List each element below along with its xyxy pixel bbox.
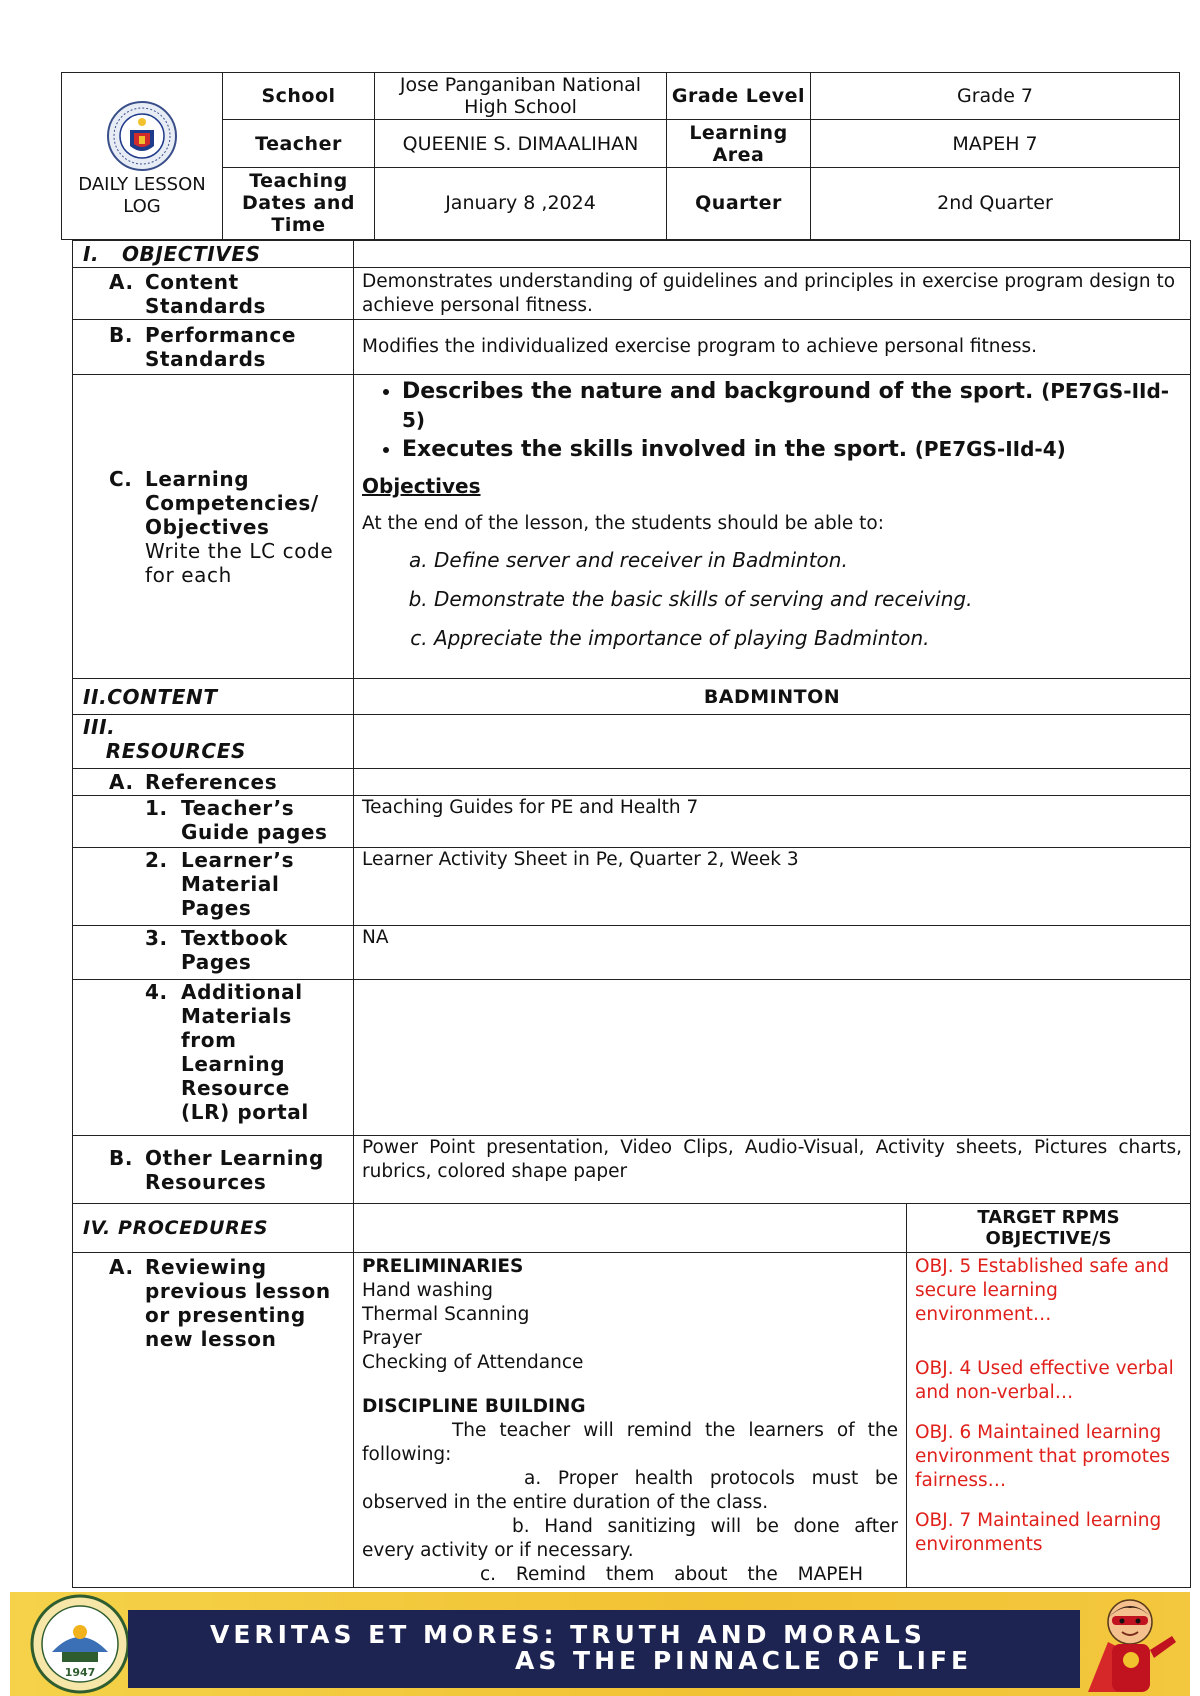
additional-materials-label: [73, 980, 354, 1136]
resources-heading-blank: [354, 715, 1191, 769]
target-objective: OBJ. 7 Maintained learning environments: [915, 1510, 1162, 1555]
reviewing-lesson-label: [73, 1253, 354, 1588]
content-standards-value: Demonstrates understanding of guidelines and principles in exercise program design to achieve personal fitness.: [354, 268, 1191, 320]
learner-material-value: Learner Activity Sheet in Pe, Quarter 2, Week 3: [354, 848, 1191, 926]
lesson-table: [72, 240, 1191, 1588]
textbook-value: NA: [354, 926, 1191, 980]
school-value: Jose Panganiban National High School: [375, 73, 667, 120]
additional-materials-label-text: Additional Materials from Learning Resource (LR) portal: [181, 980, 309, 1124]
banner-motto: [210, 1622, 1070, 1674]
preliminary-item: Checking of Attendance: [362, 1352, 584, 1373]
objective-item: c. Appreciate the importance of playing Badminton.: [434, 625, 1182, 651]
teacher-guide-value: Teaching Guides for PE and Health 7: [354, 796, 1191, 848]
competency-code: (PE7GS-IId-5): [402, 379, 1170, 432]
competency-list: [362, 377, 1182, 464]
quarter-label: Quarter: [667, 167, 811, 239]
target-rpms-header: TARGET RPMS OBJECTIVE/S: [907, 1204, 1191, 1253]
learner-material-marker: 2.: [145, 848, 168, 872]
objectives-intro: At the end of the lesson, the students should be able to:: [362, 513, 884, 534]
textbook-marker: 3.: [145, 926, 168, 950]
other-resources-label-text: Other Learning Resources: [145, 1145, 324, 1194]
resources-heading: [73, 715, 354, 769]
teacher-guide-label-text: Teacher’s Guide pages: [181, 796, 328, 844]
objective-item: b. Demonstrate the basic skills of serving and receiving.: [434, 586, 1182, 612]
footer-banner: [10, 1592, 1190, 1696]
school-seal-icon: [22, 1592, 140, 1696]
textbook-label-text: Textbook Pages: [181, 926, 288, 974]
target-objective: OBJ. 5 Established safe and secure learning environment…: [915, 1256, 1169, 1325]
other-resources-label: [73, 1136, 354, 1204]
content-heading: II.CONTENT: [73, 679, 354, 715]
document-title: DAILY LESSON LOG: [78, 174, 206, 217]
grade-level-value: Grade 7: [811, 73, 1180, 120]
lc-code-note: Write the LC code for each: [145, 538, 334, 587]
other-resources-value: Power Point presentation, Video Clips, Audio-Visual, Activity sheets, Pictures charts, rubrics, colored shape paper: [354, 1136, 1191, 1204]
procedures-heading: IV. PROCEDURES: [73, 1204, 354, 1253]
content-standards-label: [73, 268, 354, 320]
discipline-intro: The teacher will remind the learners of the following:: [362, 1420, 898, 1465]
reviewing-lesson-content: [354, 1253, 907, 1588]
seal-year: 1947: [64, 1666, 96, 1679]
content-standards-marker: A.: [109, 269, 134, 294]
references-label: [73, 769, 354, 796]
grade-level-label: Grade Level: [667, 73, 811, 120]
resources-heading-number: III.: [83, 715, 116, 739]
performance-standards-marker: B.: [109, 323, 134, 347]
discipline-item-a: a. Proper health protocols must be observed in the entire duration of the class.: [362, 1468, 898, 1513]
deped-seal-icon: [106, 100, 178, 172]
additional-materials-value: [354, 980, 1191, 1136]
content-standards-label-text: Content Standards: [145, 269, 266, 318]
textbook-label: [73, 926, 354, 980]
content-value: BADMINTON: [354, 679, 1191, 715]
learning-competencies-value: [354, 375, 1191, 679]
school-label: School: [223, 73, 375, 120]
mascot-icon: [1068, 1592, 1186, 1696]
preliminary-item: Thermal Scanning: [362, 1304, 530, 1325]
learning-area-value: MAPEH 7: [811, 120, 1180, 167]
learner-material-label-text: Learner’s Material Pages: [181, 848, 295, 920]
learning-competencies-marker: C.: [109, 466, 133, 491]
competency-text: Executes the skills involved in the sport.: [402, 437, 915, 462]
objective-list: [362, 547, 1182, 651]
discipline-item-b: b. Hand sanitizing will be done after every activity or if necessary.: [362, 1516, 898, 1561]
reviewing-lesson-marker: A.: [109, 1255, 134, 1279]
teaching-dates-value: January 8 ,2024: [375, 167, 667, 239]
discipline-item-c: c. Remind them about the MAPEH: [480, 1564, 863, 1585]
objectives-heading: [73, 241, 354, 268]
competency-item: [402, 377, 1182, 435]
objectives-subheading: Objectives: [362, 474, 481, 498]
teacher-guide-label: [73, 796, 354, 848]
learning-area-label: Learning Area: [667, 120, 811, 167]
motto-line-2: AS THE PINNACLE OF LIFE: [515, 1646, 973, 1675]
learning-competencies-label: [73, 375, 354, 679]
competency-text: Describes the nature and background of the sport.: [402, 379, 1042, 404]
other-resources-marker: B.: [109, 1145, 134, 1170]
procedures-heading-blank: [354, 1204, 907, 1253]
objective-item: a. Define server and receiver in Badminton.: [434, 547, 1182, 573]
objectives-heading-number: I.: [83, 242, 100, 266]
preliminary-item: Hand washing: [362, 1280, 494, 1301]
learning-competencies-label-text: Learning Competencies/ Objectives: [145, 466, 319, 539]
target-objective: OBJ. 4 Used effective verbal and non-verbal…: [915, 1358, 1174, 1403]
target-objectives-cell: [907, 1253, 1191, 1588]
objectives-heading-blank: [354, 241, 1191, 268]
references-marker: A.: [109, 770, 134, 794]
target-objective: OBJ. 6 Maintained learning environment that promotes fairness…: [915, 1422, 1171, 1491]
additional-materials-marker: 4.: [145, 980, 168, 1004]
teacher-label: Teacher: [223, 120, 375, 167]
objectives-heading-text: OBJECTIVES: [121, 242, 261, 266]
references-label-text: References: [145, 770, 278, 794]
teaching-dates-label: Teaching Dates and Time: [223, 167, 375, 239]
quarter-value: 2nd Quarter: [811, 167, 1180, 239]
preliminaries-heading: PRELIMINARIES: [362, 1256, 524, 1277]
discipline-heading: DISCIPLINE BUILDING: [362, 1396, 586, 1417]
resources-heading-text: RESOURCES: [105, 739, 246, 763]
header-table: [61, 72, 1180, 240]
teacher-value: QUEENIE S. DIMAALIHAN: [375, 120, 667, 167]
preliminary-item: Prayer: [362, 1328, 422, 1349]
learner-material-label: [73, 848, 354, 926]
teacher-guide-marker: 1.: [145, 796, 168, 820]
spacer: [362, 1375, 898, 1395]
logo-cell: [62, 73, 223, 240]
competency-code: (PE7GS-IId-4): [914, 437, 1066, 461]
reviewing-lesson-label-text: Reviewing previous lesson or presenting new lesson: [145, 1255, 331, 1351]
performance-standards-value: Modifies the individualized exercise program to achieve personal fitness.: [354, 320, 1191, 375]
performance-standards-label: [73, 320, 354, 375]
performance-standards-label-text: Performance Standards: [145, 323, 296, 371]
competency-item: [402, 435, 1182, 464]
motto-line-1: VERITAS ET MORES: TRUTH AND MORALS: [210, 1620, 926, 1649]
references-blank: [354, 769, 1191, 796]
